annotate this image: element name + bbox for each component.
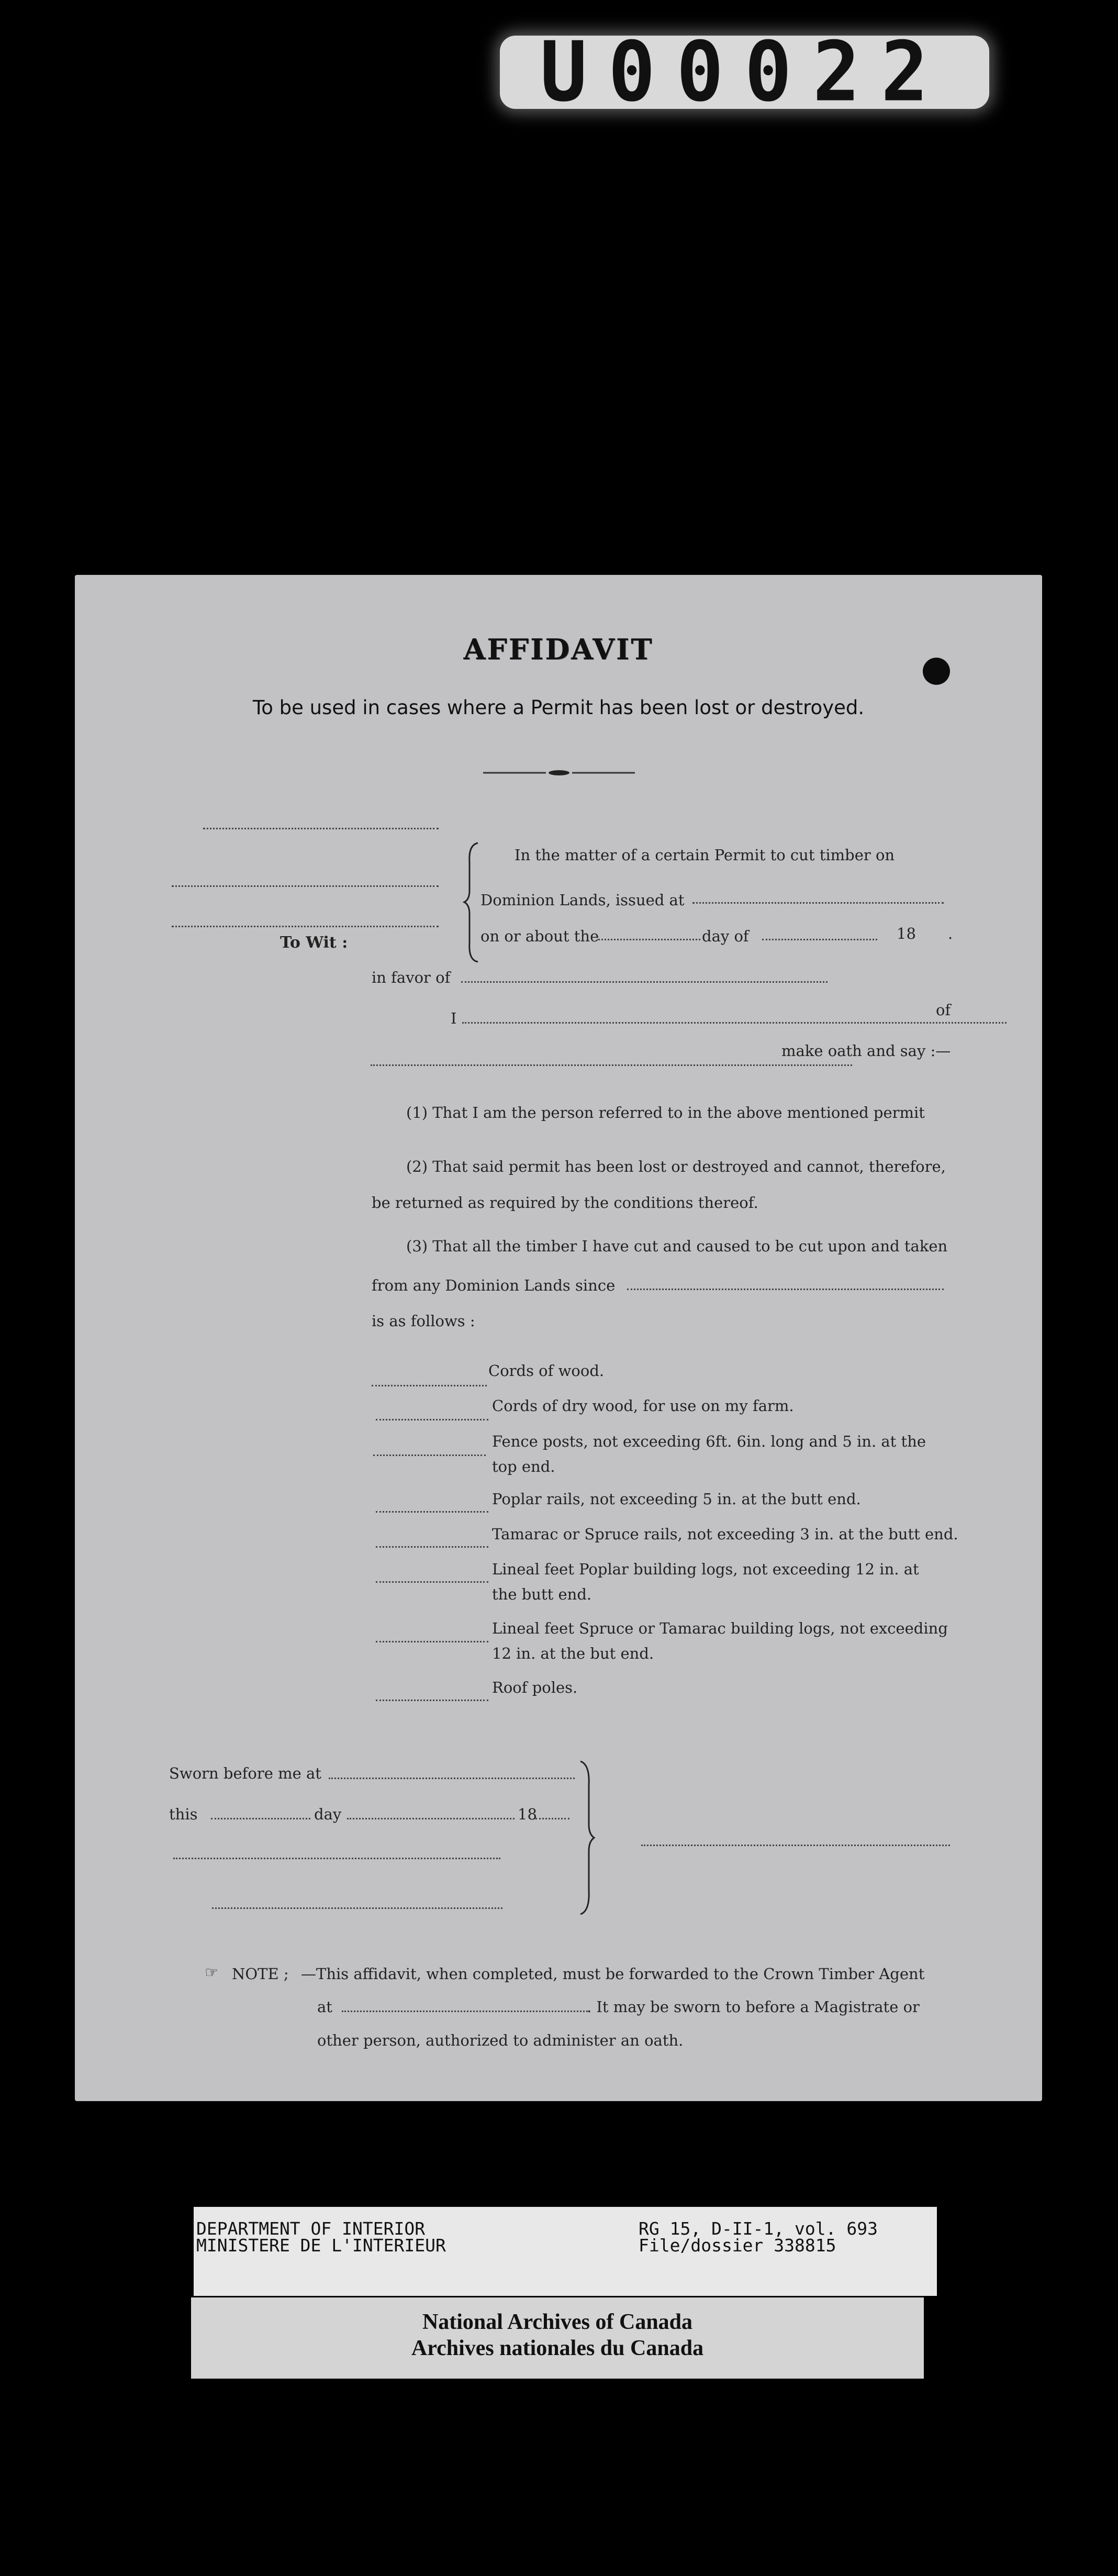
venue-line-1[interactable] (203, 828, 439, 829)
in-favor-of-field[interactable] (461, 981, 828, 983)
in-favor-of-label: in favor of (372, 969, 451, 986)
item-3-line-1: (3) That all the timber I have cut and caused to be cut upon and taken (406, 1237, 948, 1255)
sworn-day-field[interactable] (211, 1818, 310, 1819)
title-ornament-divider (483, 769, 635, 777)
venue-line-2[interactable] (172, 885, 439, 887)
archives-name-french: Archives nationales du Canada (411, 2336, 704, 2360)
deponent-residence-field[interactable] (371, 1064, 852, 1066)
day-of-label: day of (702, 927, 749, 945)
day-label: day (314, 1805, 342, 1823)
of-label: of (936, 1001, 951, 1019)
timber-item: Cords of wood. (488, 1362, 605, 1380)
issued-at-field[interactable] (692, 902, 944, 904)
curly-brace-bottom (576, 1759, 597, 1916)
timber-qty-field[interactable] (376, 1511, 488, 1513)
commissioner-line-1[interactable] (173, 1858, 500, 1859)
timber-item: Fence posts, not exceeding 6ft. 6in. long and 5 in. at the (492, 1433, 926, 1450)
on-or-about-label: on or about the (480, 927, 599, 945)
timber-item: Lineal feet Poplar building logs, not exceeding 12 in. at (492, 1560, 919, 1578)
timber-qty-field[interactable] (376, 1700, 488, 1701)
matter-line-2: Dominion Lands, issued at (480, 891, 685, 909)
timber-qty-field[interactable] (373, 1454, 486, 1456)
deponent-signature-line[interactable] (641, 1845, 950, 1846)
i-label: I (451, 1009, 457, 1027)
year-prefix-18: 18 (897, 925, 916, 942)
timber-item-continued: top end. (492, 1458, 555, 1475)
item-3-line-2: from any Dominion Lands since (372, 1276, 616, 1294)
form-subtitle: To be used in cases where a Permit has been lost or destroyed. (252, 696, 865, 719)
timber-item: Roof poles. (492, 1679, 578, 1696)
sworn-at-field[interactable] (329, 1778, 575, 1779)
issue-month-field[interactable] (762, 939, 877, 940)
sworn-month-field[interactable] (347, 1818, 515, 1819)
timber-item-continued: the butt end. (492, 1585, 592, 1603)
archive-reference-label (194, 2207, 937, 2296)
affidavit-form (75, 575, 1042, 2101)
timber-qty-field[interactable] (376, 1641, 488, 1642)
note-line-3: other person, authorized to administer an oath. (317, 2031, 684, 2049)
archives-name-english: National Archives of Canada (422, 2310, 693, 2334)
department-english: DEPARTMENT OF INTERIOR (196, 2218, 426, 2239)
timber-item: Cords of dry wood, for use on my farm. (492, 1397, 794, 1415)
timber-item: Poplar rails, not exceeding 5 in. at the butt end. (492, 1490, 861, 1508)
note-line-2-rest: . It may be sworn to before a Magistrate or (587, 1998, 920, 2016)
timber-qty-field[interactable] (376, 1546, 488, 1548)
item-2-line-2: be returned as required by the conditions thereof. (372, 1194, 758, 1212)
national-archives-label (191, 2297, 924, 2379)
to-wit-label: To Wit : (280, 934, 348, 952)
issue-day-field[interactable] (598, 939, 700, 940)
since-date-field[interactable] (627, 1289, 944, 1290)
form-title: AFFIDAVIT (463, 632, 654, 666)
document-stamp-number (500, 24, 989, 120)
deponent-name-field[interactable] (462, 1022, 1007, 1024)
crown-agent-location-field[interactable] (342, 2011, 588, 2012)
commissioner-line-2[interactable] (212, 1907, 502, 1909)
note-line-1: —This affidavit, when completed, must be forwarded to the Crown Timber Agent (301, 1965, 925, 1983)
item-3-line-3: is as follows : (372, 1312, 475, 1330)
curly-brace-top (462, 841, 483, 964)
sworn-year-field[interactable] (535, 1818, 569, 1819)
sworn-before-label: Sworn before me at (169, 1764, 321, 1782)
item-2-line-1: (2) That said permit has been lost or destroyed and cannot, therefore, (406, 1158, 946, 1175)
pointing-hand-icon: ☞ (205, 1963, 218, 1981)
venue-line-3[interactable] (172, 926, 439, 927)
this-label: this (169, 1805, 198, 1823)
note-line-2-at: at (317, 1998, 332, 2016)
timber-qty-field[interactable] (376, 1419, 488, 1420)
timber-item: Tamarac or Spruce rails, not exceeding 3 in. at the butt end. (492, 1525, 958, 1543)
department-french: MINISTERE DE L'INTERIEUR (196, 2235, 446, 2256)
timber-qty-field[interactable] (372, 1385, 487, 1386)
trailing-period: . (948, 925, 953, 942)
sworn-year-prefix: 18 (518, 1805, 537, 1823)
timber-item-continued: 12 in. at the but end. (492, 1645, 654, 1662)
matter-line-1: In the matter of a certain Permit to cut timber on (515, 846, 895, 864)
stamp-number-text: U00022 (540, 24, 949, 120)
item-1: (1) That I am the person referred to in the above mentioned permit (406, 1104, 925, 1122)
timber-qty-field[interactable] (376, 1581, 488, 1583)
timber-item: Lineal feet Spruce or Tamarac building logs, not exceeding (492, 1619, 948, 1637)
make-oath-label: make oath and say :— (781, 1042, 951, 1060)
file-number: File/dossier 338815 (639, 2235, 836, 2256)
note-label: NOTE ; (232, 1965, 289, 1983)
record-group-reference: RG 15, D-II-1, vol. 693 (639, 2218, 878, 2239)
